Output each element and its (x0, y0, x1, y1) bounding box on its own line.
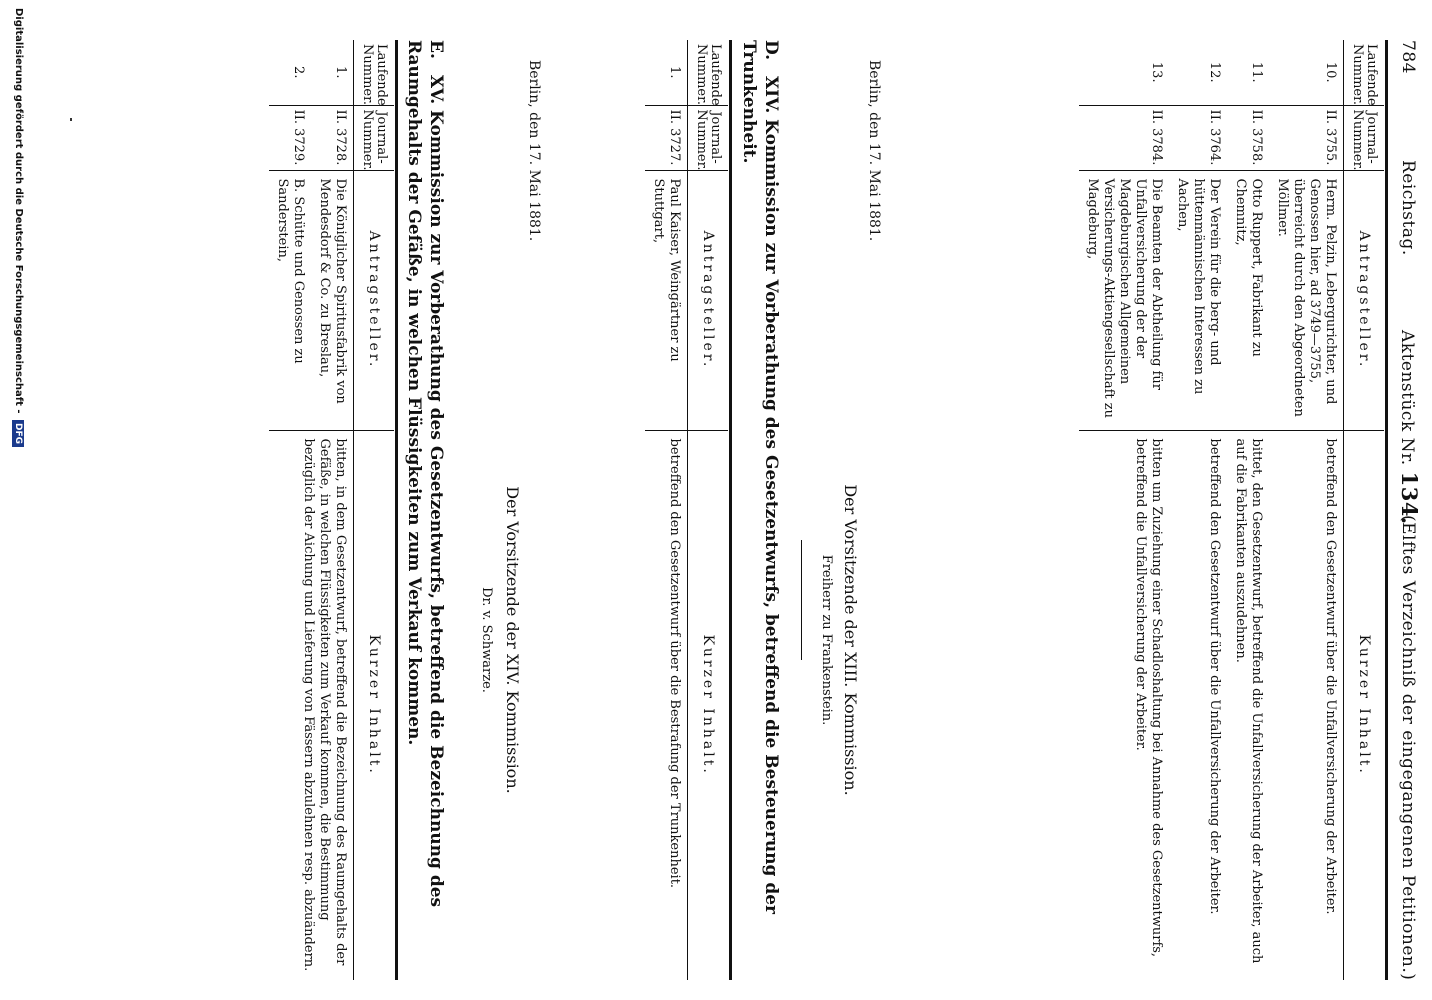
row-lfd: 1. (311, 40, 354, 105)
separator-rule (801, 540, 802, 660)
section-e-heading (403, 40, 447, 960)
row-inhalt: bitten um Zuziehung einer Schadloshaltung bei Annahme des Gesetzentwurfs, betreffend die Unfallversicherung der Arbeiter. (1133, 438, 1164, 958)
section-d-letter: D. (761, 40, 781, 61)
table-e (269, 40, 394, 980)
table-top-rule (1385, 40, 1388, 980)
col-header-inhalt: Kurzer Inhalt. (1344, 430, 1385, 980)
section-d-title: XIV. Kommission zur Vorberathung des Gesetzentwurfs, betreffend die Besteuerung der Trunkenheit. (739, 40, 781, 914)
row-journal: II. 3755. (1269, 105, 1344, 170)
table-d-top-rule (729, 40, 732, 980)
table-row (645, 40, 688, 980)
table-c-date: Berlin, den 17. Mai 1881. (866, 60, 882, 242)
col-header-inhalt: Kurzer Inhalt. (688, 430, 729, 980)
table-e-top-rule (395, 40, 398, 980)
table-row (311, 40, 354, 980)
col-header-laufende: Laufende Nummer. (354, 40, 395, 105)
row-journal: II. 3728. (311, 105, 354, 170)
row-journal: II. 3727. (645, 105, 688, 170)
header-left: Reichstag. (1398, 160, 1418, 256)
row-antragsteller: Der Verein für die berg- und hüttenmännischen Interessen zu Aachen, (1169, 170, 1227, 430)
table-c-signatory-title: Der Vorsitzende der XIII. Kommission. (841, 484, 860, 796)
row-lfd: 10. (1269, 40, 1344, 105)
section-d-signatory-name: Dr. v. Schwarze. (479, 587, 494, 693)
table-row (1169, 40, 1227, 980)
row-lfd: 13. (1079, 40, 1169, 105)
page-number: 784 (1398, 40, 1418, 74)
row-antragsteller: Paul Kaiser, Weingärtner zu Stuttgart, (645, 170, 688, 430)
digitization-note (12, 8, 24, 447)
row-journal: II. 3764. (1169, 105, 1227, 170)
col-header-laufende: Laufende Nummer. (688, 40, 729, 105)
row-antragsteller: Otto Ruppert, Fabrikant zu Chemnitz, (1227, 170, 1269, 430)
row-journal: II. 3758. (1227, 105, 1269, 170)
row-inhalt: betreffend den Gesetzentwurf über die Unfallversicherung der Arbeiter. (1207, 438, 1222, 915)
table-row (1227, 40, 1269, 980)
row-lfd: 12. (1169, 40, 1227, 105)
table-d (645, 40, 728, 980)
section-e-title: XV. Kommission zur Vorberathung des Gesetzentwurfs, betreffend die Bezeichnung des Raumgehalts der Gefäße, in welchen Flüssigkeiten zum Verkauf kommen. (404, 40, 446, 908)
row-inhalt: bitten, in dem Gesetzentwurf, betreffend die Bezeichnung des Raumgehalts der Gefäße, in welchen Flüssigkeiten zum Verkauf kommen, die Bestimmung bezüglich der Aichung und Lieferung von Fässern abzulehnen resp. abzuändern. (301, 438, 348, 972)
row-lfd: 11. (1227, 40, 1269, 105)
section-d-date: Berlin, den 17. Mai 1881. (526, 60, 542, 242)
table-c (1079, 40, 1384, 980)
row-lfd: 2. (269, 40, 311, 105)
col-header-journal: Journal-Nummer. (354, 105, 395, 170)
col-header-journal: Journal-Nummer. (688, 105, 729, 170)
section-d-heading (738, 40, 782, 960)
digitization-note-text: Digitalisierung gefördert durch die Deutsche Forschungsgemeinschaft - (13, 8, 24, 414)
header-center (1397, 330, 1422, 525)
section-d-signatory-title: Der Vorsitzende der XIV. Kommission. (503, 486, 522, 794)
row-inhalt: betreffend den Gesetzentwurf über die Bestrafung der Trunkenheit. (667, 438, 682, 889)
col-header-antragsteller: Antragsteller. (1344, 170, 1385, 430)
row-antragsteller: Die Beamten der Abtheilung für Unfallversicherung der der Magdeburgischen Allgemeinen Versicherungs-Aktiengesellschaft zu Magdeburg, (1079, 170, 1169, 430)
header-center-number: 134. (1397, 471, 1422, 525)
row-journal: II. 3784. (1079, 105, 1169, 170)
section-e-letter: E. (426, 40, 446, 59)
table-row (1079, 40, 1169, 980)
row-antragsteller: Die Königlicher Spiritusfabrik von Mendesdorf & Co. zu Breslau, (311, 170, 354, 430)
table-c-signatory-name: Freiherr zu Frankenstein. (819, 554, 834, 726)
scan-speck (70, 118, 72, 121)
row-lfd: 1. (645, 40, 688, 105)
row-inhalt: betreffend den Gesetzentwurf über die Unfallversicherung der Arbeiter. (1323, 438, 1338, 915)
dfg-logo-icon: DFG (12, 420, 24, 447)
col-header-laufende: Laufende Nummer. (1344, 40, 1385, 105)
table-c-header-row (1344, 40, 1385, 980)
row-antragsteller: Herm. Pelzin, Lebergurichter, und Genossen hier, ad 3749—3755, überreicht durch den Abgeordneten Möllmer. (1269, 170, 1344, 430)
col-header-antragsteller: Antragsteller. (354, 170, 395, 430)
col-header-journal: Journal-Nummer. (1344, 105, 1385, 170)
table-row (1269, 40, 1344, 980)
row-antragsteller: B. Schütte und Genossen zu Sanderstein, (269, 170, 311, 430)
col-header-antragsteller: Antragsteller. (688, 170, 729, 430)
header-center-prefix: Aktenstück Nr. (1397, 330, 1417, 466)
table-d-header-row (688, 40, 729, 980)
table-e-header-row (354, 40, 395, 980)
row-inhalt: bittet, den Gesetzentwurf, betreffend die Unfallversicherung der Arbeiter, auch auf die Fabrikanten auszudehnen. (1233, 438, 1264, 964)
row-journal: II. 3729. (269, 105, 311, 170)
col-header-inhalt: Kurzer Inhalt. (354, 430, 395, 980)
header-right: (Elftes Verzeichniß der eingegangenen Petitionen.) (1398, 515, 1418, 981)
